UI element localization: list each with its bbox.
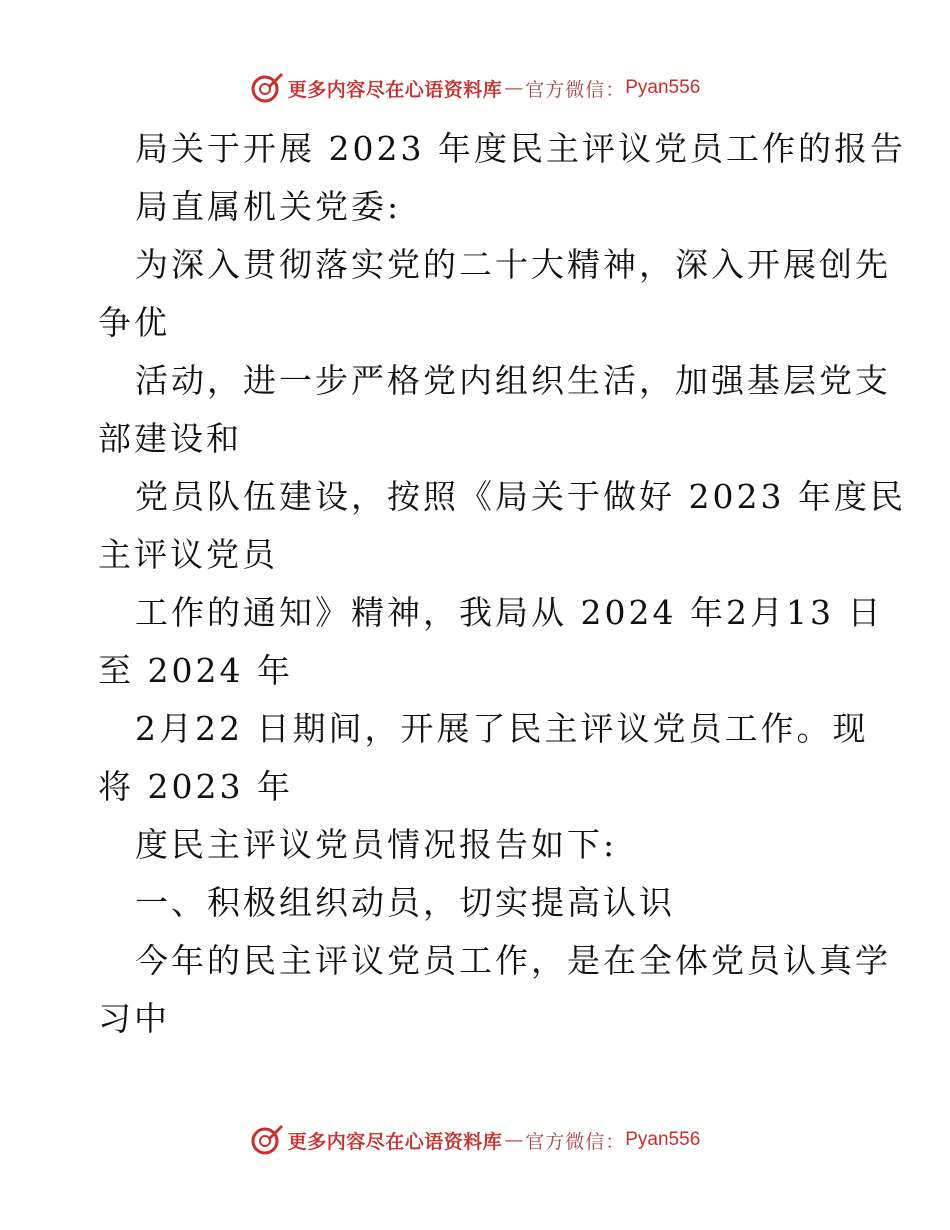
paragraph-line: 主评议党员 xyxy=(98,535,278,574)
paragraph-line: 2月22 日期间，开展了民主评议党员工作。现 xyxy=(135,709,869,748)
banner-wechat-label: 官方微信： xyxy=(525,1130,626,1153)
paragraph-line: 为深入贯彻落实党的二十大精神，深入开展创先 xyxy=(135,245,891,284)
header-watermark-banner xyxy=(0,68,950,108)
banner-handle: Pyan556 xyxy=(625,1129,701,1150)
paragraph-line: 至 2024 年 xyxy=(98,651,293,690)
paragraph-line: 将 2023 年 xyxy=(98,767,293,806)
document-body xyxy=(98,120,906,1048)
document-title: 局关于开展 2023 年度民主评议党员工作的报告 xyxy=(135,129,906,168)
banner-wechat-label: 官方微信： xyxy=(525,78,626,101)
paragraph-line: 活动，进一步严格党内组织生活，加强基层党支 xyxy=(135,361,891,400)
paragraph-line: 工作的通知》精神，我局从 2024 年2月13 日 xyxy=(135,593,884,632)
banner-main-text: 更多内容尽在心语资料库 xyxy=(287,78,503,101)
pen-logo-icon xyxy=(250,1123,284,1157)
banner-handle: Pyan556 xyxy=(625,77,701,98)
document-addressee: 局直属机关党委: xyxy=(135,187,402,226)
pen-logo-icon xyxy=(250,71,284,105)
paragraph-line: 度民主评议党员情况报告如下: xyxy=(135,825,618,864)
footer-watermark-banner xyxy=(0,1120,950,1160)
banner-dash: — xyxy=(504,1129,524,1151)
paragraph-line: 争优 xyxy=(98,303,170,342)
paragraph-line: 党员队伍建设，按照《局关于做好 2023 年度民 xyxy=(135,477,906,516)
banner-main-text: 更多内容尽在心语资料库 xyxy=(287,1130,503,1153)
paragraph-line: 部建设和 xyxy=(98,419,242,458)
section-heading: 一、积极组织动员，切实提高认识 xyxy=(135,883,675,922)
banner-dash: — xyxy=(504,77,524,99)
paragraph-line: 习中 xyxy=(98,999,170,1038)
paragraph-line: 今年的民主评议党员工作，是在全体党员认真学 xyxy=(135,941,891,980)
